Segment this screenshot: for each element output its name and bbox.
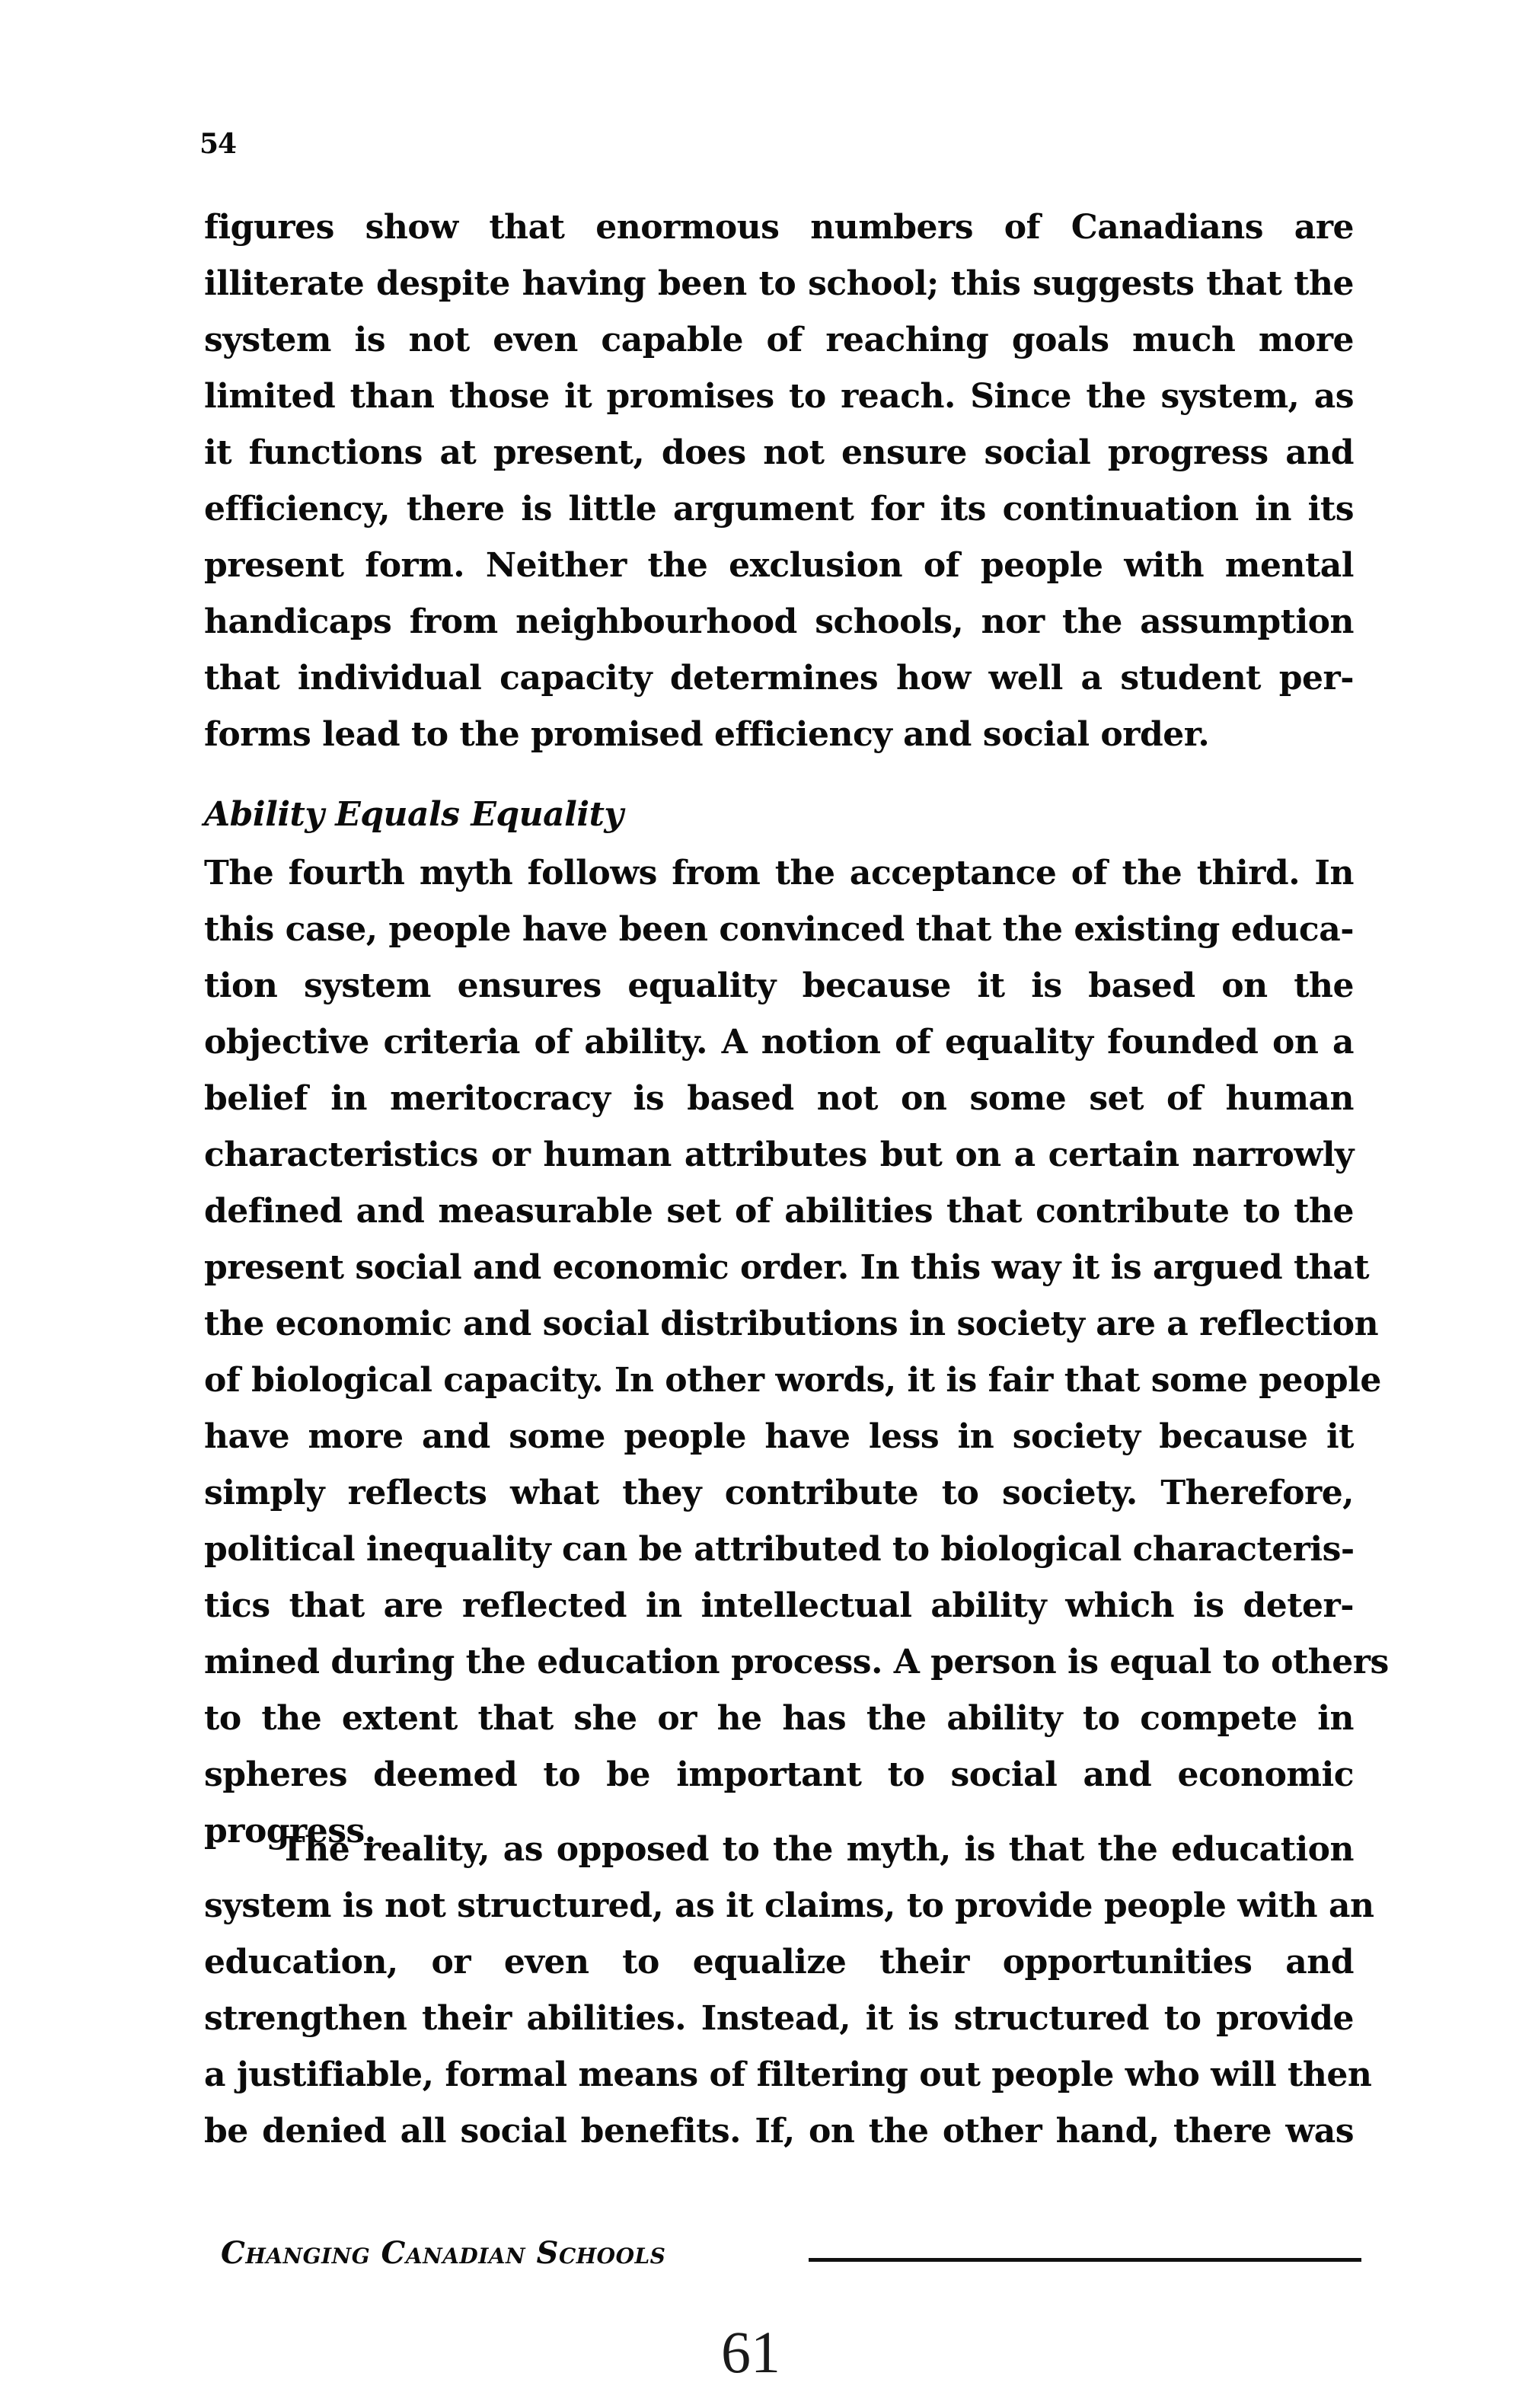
text-line: The fourth myth follows from the acceptance of the third. In — [204, 854, 1354, 893]
text-line: system is not even capable of reaching goals much more — [204, 321, 1354, 359]
text-line: system is not structured, as it claims, to provide people with an — [204, 1886, 1374, 1925]
folio-number: 61 — [721, 2319, 780, 2385]
footer-book-title: Changing Canadian Schools — [221, 2235, 666, 2271]
text-line: mined during the education process. A person is equal to others — [204, 1643, 1389, 1681]
text-line: progress. — [204, 1812, 376, 1851]
text-line: forms lead to the promised efficiency and social order. — [204, 715, 1210, 754]
text-line: education, or even to equalize their opportunities and — [204, 1943, 1354, 1982]
text-line: spheres deemed to be important to social and economic — [204, 1755, 1354, 1794]
text-line: present form. Neither the exclusion of people with mental — [204, 546, 1354, 585]
text-line: characteristics or human attributes but on a certain narrowly — [204, 1135, 1354, 1174]
text-line: limited than those it promises to reach. Since the system, as — [204, 377, 1354, 416]
text-line: present social and economic order. In this way it is argued that — [204, 1248, 1370, 1287]
text-line: strengthen their abilities. Instead, it is structured to provide — [204, 1999, 1354, 2038]
text-line: have more and some people have less in society because it — [204, 1417, 1354, 1456]
text-line: simply reflects what they contribute to society. Therefore, — [204, 1474, 1354, 1512]
text-line: it functions at present, does not ensure social progress and — [204, 433, 1354, 472]
text-line: to the extent that she or he has the ability to compete in — [204, 1699, 1354, 1738]
text-line: tics that are reflected in intellectual ability which is deter- — [204, 1586, 1354, 1625]
paragraph-reality — [204, 1822, 1374, 2160]
text-line: the economic and social distributions in society are a reflection — [204, 1305, 1379, 1343]
text-line: efficiency, there is little argument for its continuation in its — [204, 490, 1354, 529]
text-line: illiterate despite having been to school; this suggests that the — [204, 264, 1354, 303]
text-line: this case, people have been convinced that the existing educa- — [204, 910, 1354, 949]
text-line: The reality, as opposed to the myth, is that the education — [280, 1830, 1354, 1869]
text-line: be denied all social benefits. If, on the other hand, there was — [204, 2112, 1354, 2151]
paragraph-continuation — [204, 200, 1354, 763]
text-line: handicaps from neighbourhood schools, nor the assumption — [204, 602, 1354, 641]
running-page-number: 54 — [199, 128, 237, 160]
text-line: that individual capacity determines how well a student per- — [204, 659, 1354, 698]
paragraph-ability-equals-equality — [204, 845, 1389, 1860]
text-line: figures show that enormous numbers of Canadians are — [204, 208, 1354, 247]
text-line: of biological capacity. In other words, it is fair that some people — [204, 1361, 1381, 1400]
text-line: a justifiable, formal means of filtering out people who will then — [204, 2055, 1372, 2094]
text-line: defined and measurable set of abilities that contribute to the — [204, 1192, 1354, 1231]
footer-rule — [809, 2258, 1361, 2262]
text-line: objective criteria of ability. A notion of equality founded on a — [204, 1023, 1354, 1062]
text-line: political inequality can be attributed to biological characteris- — [204, 1530, 1355, 1569]
text-line: tion system ensures equality because it is based on the — [204, 966, 1354, 1005]
text-line: belief in meritocracy is based not on some set of human — [204, 1079, 1354, 1118]
section-heading: Ability Equals Equality — [204, 795, 624, 834]
